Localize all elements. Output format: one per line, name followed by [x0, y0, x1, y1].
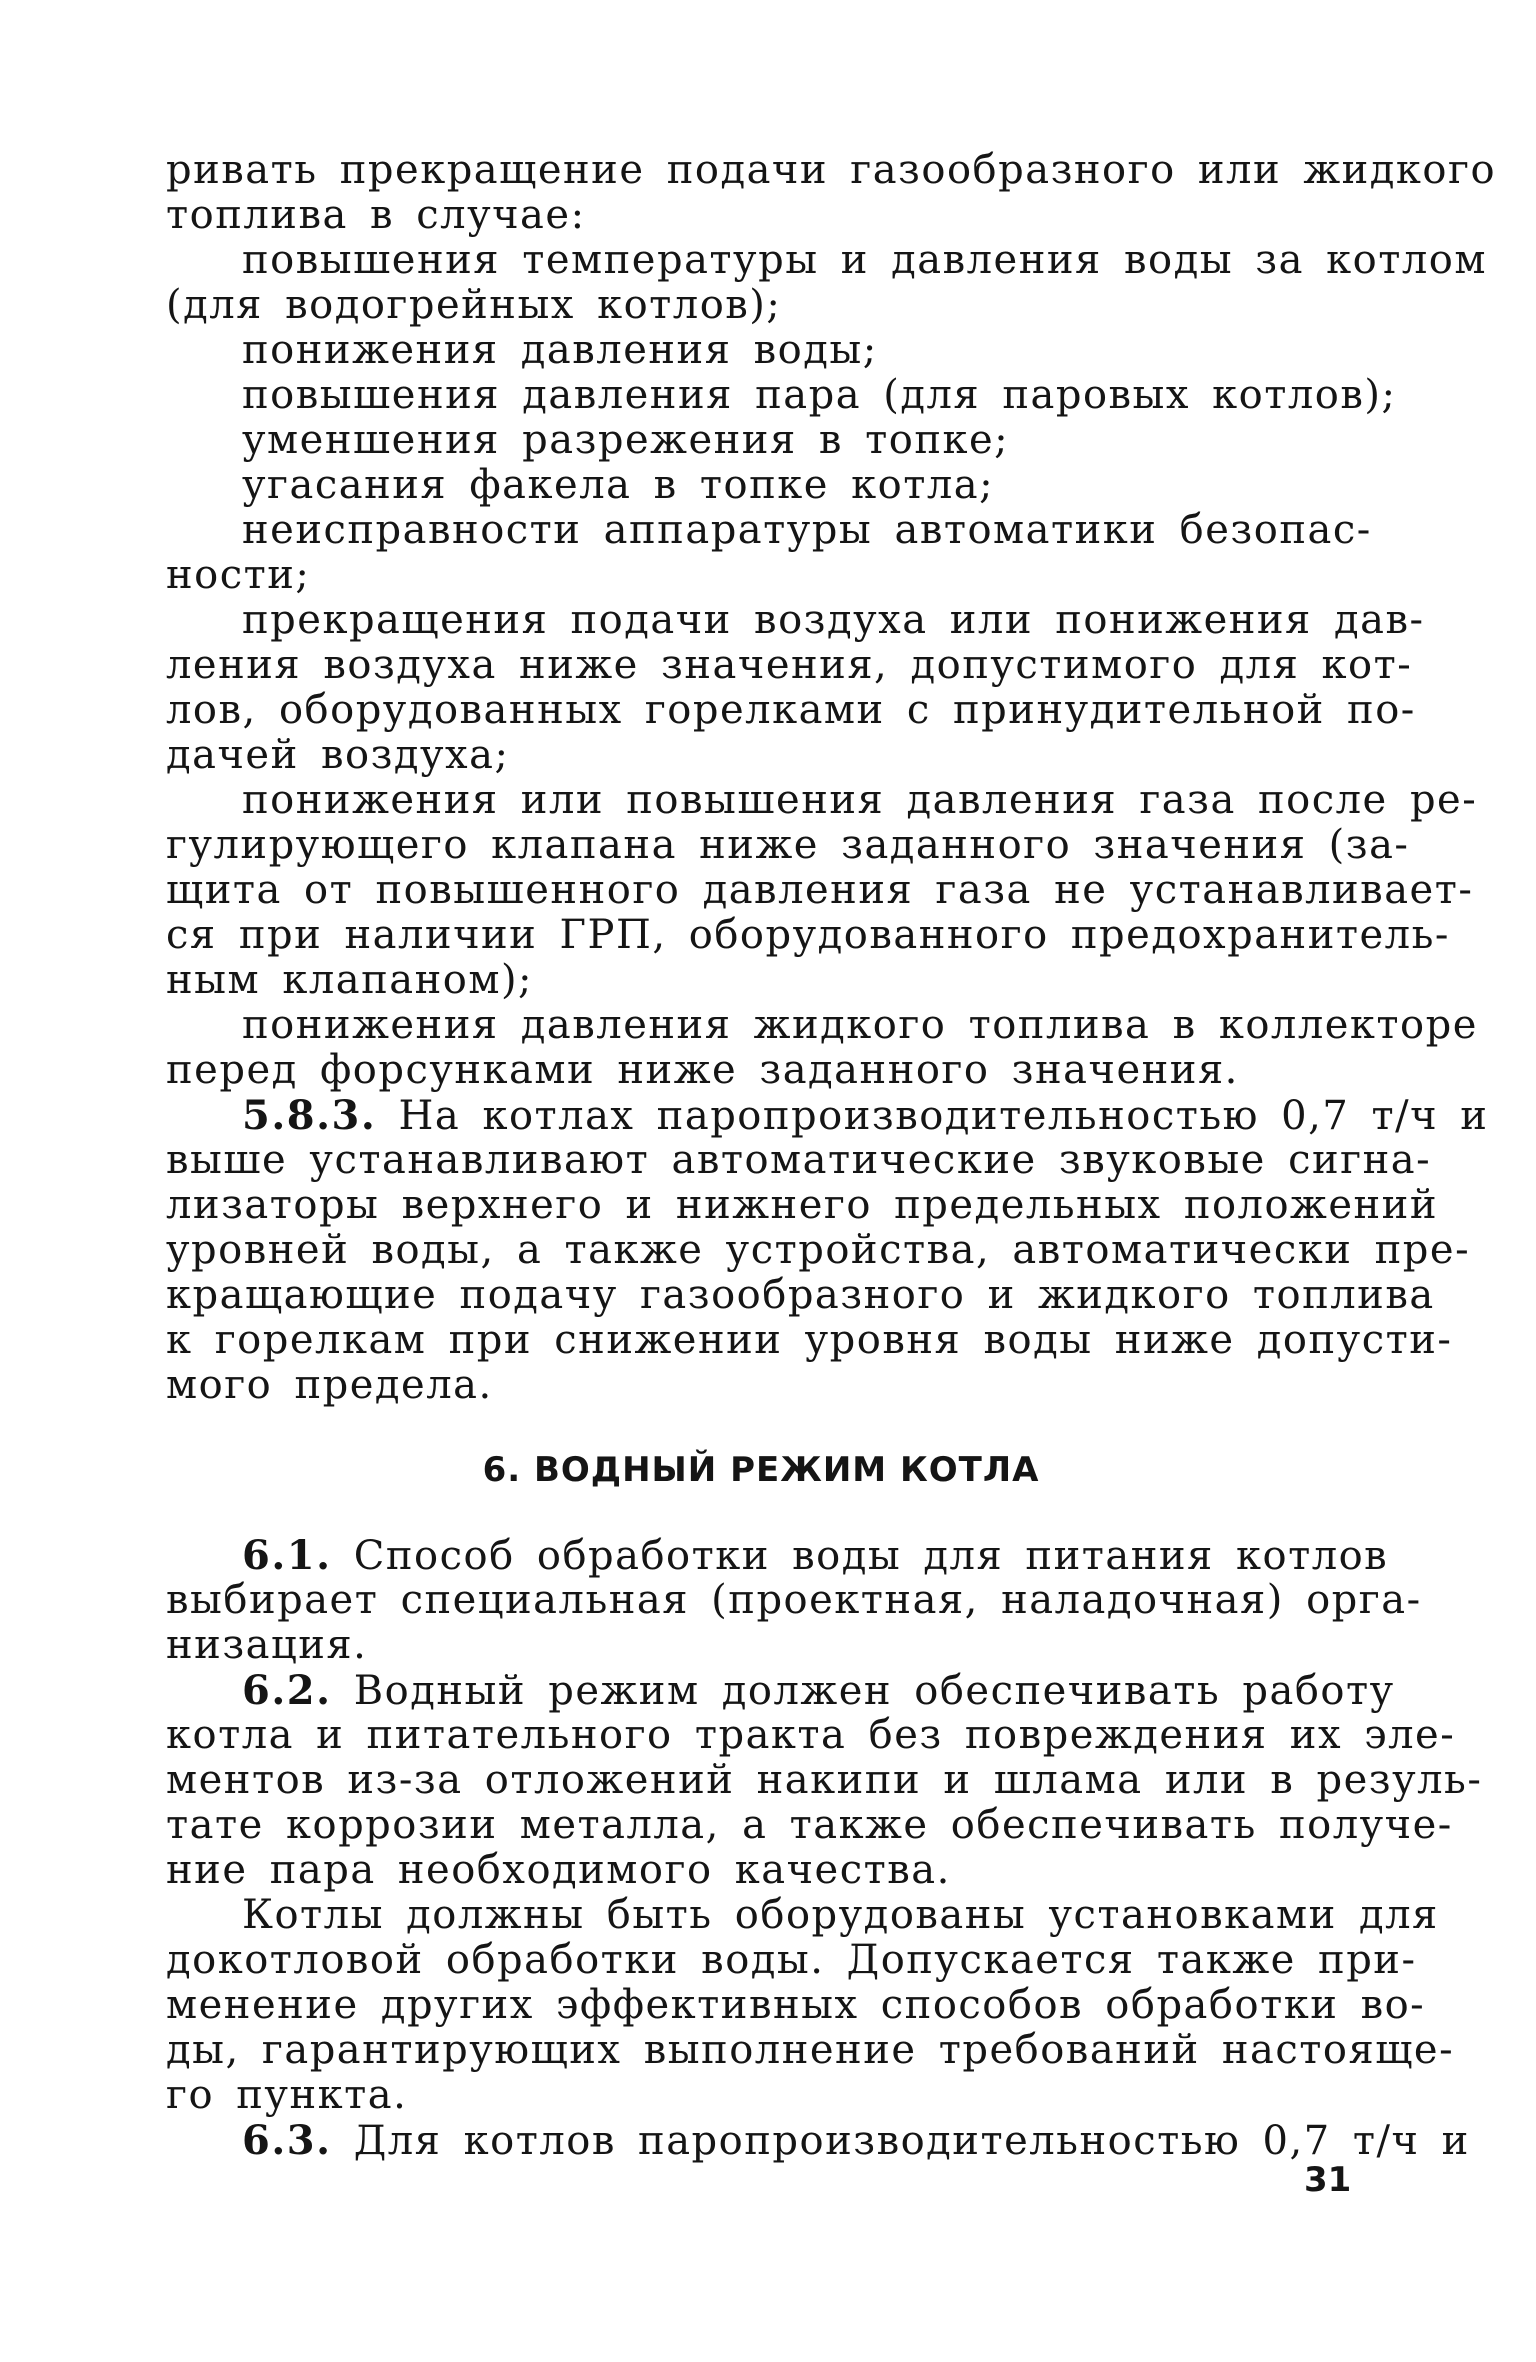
paragraph-line: ние пара необходимого качества. — [166, 1847, 951, 1893]
list-item-line: повышения температуры и давления воды за котлом — [242, 237, 1487, 283]
list-item-line: лов, оборудованных горелками с принудительной по- — [166, 687, 1416, 733]
paragraph-line: лизаторы верхнего и нижнего предельных положений — [166, 1182, 1438, 1228]
paragraph-line: ментов из-за отложений накипи и шлама или в резуль- — [166, 1757, 1483, 1803]
paragraph-line: низация. — [166, 1622, 368, 1668]
paragraph-line — [166, 2117, 1470, 2164]
clause-number: 6.3. — [242, 2117, 332, 2164]
list-item-line: (для водогрейных котлов); — [166, 282, 782, 328]
list-item-line: неисправности аппаратуры автоматики безопас- — [242, 507, 1372, 553]
text-line: топлива в случае: — [166, 192, 586, 238]
paragraph-line: докотловой обработки воды. Допускается также при- — [166, 1937, 1417, 1983]
paragraph-text: На котлах паропроизводительностью 0,7 т/ч и — [376, 1093, 1489, 1139]
paragraph-text: Для котлов паропроизводительностью 0,7 т/ч и — [331, 2118, 1470, 2164]
list-item-line: понижения давления жидкого топлива в коллекторе — [242, 1002, 1478, 1048]
paragraph-line: выше устанавливают автоматические звуковые сигна- — [166, 1137, 1432, 1183]
clause-number: 5.8.3. — [242, 1092, 377, 1139]
list-item-line: повышения давления пара (для паровых котлов); — [242, 372, 1397, 418]
paragraph-line: тате коррозии металла, а также обеспечивать получе- — [166, 1802, 1453, 1848]
clause-number: 6.2. — [242, 1667, 332, 1714]
list-item-line: уменшения разрежения в топке; — [242, 417, 1010, 463]
paragraph-line: мого предела. — [166, 1362, 493, 1408]
paragraph-text: Способ обработки воды для питания котлов — [331, 1533, 1389, 1579]
list-item-line: понижения давления воды; — [242, 327, 878, 373]
text-line: ривать прекращение подачи газообразного или жидкого — [166, 147, 1497, 193]
list-item-line: ся при наличии ГРП, оборудованного предохранитель- — [166, 912, 1450, 958]
list-item-line: щита от повышенного давления газа не устанавливает- — [166, 867, 1474, 913]
list-item-line: прекращения подачи воздуха или понижения дав- — [242, 597, 1425, 643]
list-item-line: дачей воздуха; — [166, 732, 510, 778]
paragraph-line: уровней воды, а также устройства, автоматически пре- — [166, 1227, 1471, 1273]
paragraph-line: Котлы должны быть оборудованы установками для — [242, 1892, 1439, 1938]
paragraph-line: выбирает специальная (проектная, наладочная) орга- — [166, 1577, 1422, 1623]
page-number: 31 — [1304, 2160, 1352, 2200]
paragraph-line — [166, 1667, 1395, 1714]
paragraph-line: кращающие подачу газообразного и жидкого топлива — [166, 1272, 1435, 1318]
paragraph-text: Водный режим должен обеспечивать работу — [331, 1668, 1395, 1714]
list-item-line: ности; — [166, 552, 311, 598]
paragraph-line: го пункта. — [166, 2072, 408, 2118]
paragraph-line — [166, 1092, 1489, 1139]
paragraph-line — [166, 1532, 1389, 1579]
list-item-line: ным клапаном); — [166, 957, 534, 1003]
paragraph-line: ды, гарантирующих выполнение требований настояще- — [166, 2027, 1455, 2073]
paragraph-line: менение других эффективных способов обработки во- — [166, 1982, 1426, 2028]
page-body — [166, 147, 1497, 2164]
list-item-line: угасания факела в топке котла; — [242, 462, 995, 508]
list-item-line: ления воздуха ниже значения, допустимого для кот- — [166, 642, 1413, 688]
list-item-line: понижения или повышения давления газа после ре- — [242, 777, 1478, 823]
list-item-line: перед форсунками ниже заданного значения. — [166, 1047, 1239, 1093]
paragraph-line: котла и питательного тракта без повреждения их эле- — [166, 1712, 1456, 1758]
section-heading: 6. ВОДНЫЙ РЕЖИМ КОТЛА — [482, 1450, 1040, 1490]
paragraph-line: к горелкам при снижении уровня воды ниже допусти- — [166, 1317, 1453, 1363]
clause-number: 6.1. — [242, 1532, 332, 1579]
list-item-line: гулирующего клапана ниже заданного значения (за- — [166, 822, 1410, 868]
